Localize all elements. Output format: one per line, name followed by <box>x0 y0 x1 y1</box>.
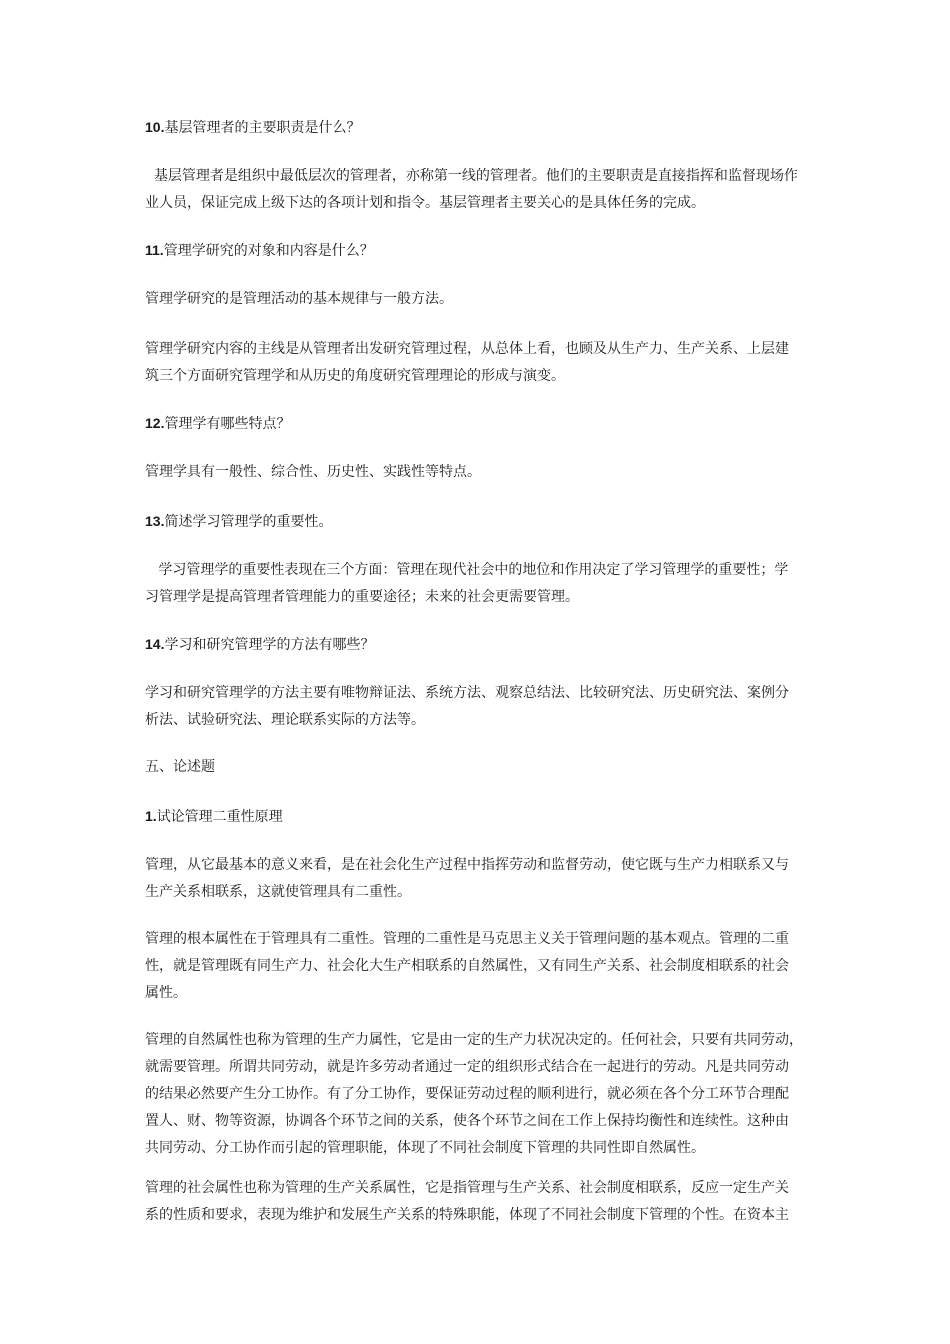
line-text: 系的性质和要求，表现为维护和发展生产关系的特殊职能，体现了不同社会制度下管理的个性。在资本主 <box>145 1207 789 1223</box>
line-text: 的结果必然要产生分工协作。有了分工协作，要保证劳动过程的顺利进行，就必须在各个分工环节合理配 <box>145 1086 789 1102</box>
line-text: 性，就是管理既有同生产力、社会化大生产相联系的自然属性，又有同生产关系、社会制度相联系的社会 <box>145 958 789 974</box>
question-number: 14. <box>145 636 165 652</box>
question-heading <box>145 508 810 536</box>
text-line <box>145 680 810 707</box>
text-line <box>145 1054 810 1081</box>
text-line <box>145 879 810 906</box>
line-text: 生产关系相联系，这就使管理具有二重性。 <box>145 884 411 900</box>
line-text: 学习管理学的重要性表现在三个方面：管理在现代社会中的地位和作用决定了学习管理学的重要性；学 <box>145 562 789 578</box>
text-line <box>145 1108 810 1135</box>
text-line <box>145 114 810 142</box>
line-text: 管理学研究的对象和内容是什么？ <box>163 243 374 259</box>
body-paragraph <box>145 852 810 906</box>
line-text: 管理，从它最基本的意义来看，是在社会化生产过程中指挥劳动和监督劳动，使它既与生产力相联系又与 <box>145 857 789 873</box>
text-line <box>145 584 810 611</box>
line-text: 学习和研究管理学的方法主要有唯物辩证法、系统方法、观察总结法、比较研究法、历史研究法、案例分 <box>145 685 789 701</box>
text-line <box>145 163 810 190</box>
text-line <box>145 1175 810 1202</box>
question-heading <box>145 410 810 438</box>
question-heading <box>145 803 810 831</box>
text-line <box>145 1081 810 1108</box>
text-line <box>145 953 810 980</box>
text-line <box>145 190 810 217</box>
text-line <box>145 557 810 584</box>
text-line <box>145 1027 810 1054</box>
section-heading <box>145 754 810 781</box>
text-line <box>145 707 810 734</box>
line-text: 管理学有哪些特点？ <box>164 416 291 432</box>
text-line <box>145 980 810 1007</box>
line-text: 管理的自然属性也称为管理的生产力属性，它是由一定的生产力状况决定的。任何社会，只要有共同劳动， <box>145 1032 803 1048</box>
question-number: 1. <box>145 808 157 824</box>
text-line <box>145 631 810 659</box>
body-paragraph <box>145 557 810 611</box>
line-text: 管理学具有一般性、综合性、历史性、实践性等特点。 <box>145 464 481 480</box>
text-line <box>145 852 810 879</box>
question-number: 11. <box>145 242 164 258</box>
body-paragraph <box>145 1027 810 1162</box>
body-paragraph <box>145 1175 810 1229</box>
line-text: 属性。 <box>145 985 187 1001</box>
body-paragraph <box>145 286 810 313</box>
body-paragraph <box>145 680 810 734</box>
question-heading <box>145 114 810 142</box>
line-text: 学习和研究管理学的方法有哪些？ <box>164 637 375 653</box>
line-text: 筑三个方面研究管理学和从历史的角度研究管理理论的形成与演变。 <box>145 368 565 384</box>
line-text: 共同劳动、分工协作而引起的管理职能，体现了不同社会制度下管理的共同性即自然属性。 <box>145 1140 705 1156</box>
line-text: 业人员，保证完成上级下达的各项计划和指令。基层管理者主要关心的是具体任务的完成。 <box>145 195 705 211</box>
body-paragraph <box>145 336 810 390</box>
text-line <box>145 237 810 265</box>
line-text: 基层管理者的主要职责是什么？ <box>164 120 361 136</box>
line-text: 析法、试验研究法、理论联系实际的方法等。 <box>145 712 425 728</box>
text-line <box>145 363 810 390</box>
text-line <box>145 459 810 486</box>
line-text: 置人、财、物等资源，协调各个环节之间的关系，使各个环节之间在工作上保持均衡性和连续性。这种由 <box>145 1113 789 1129</box>
line-text: 管理的社会属性也称为管理的生产关系属性，它是指管理与生产关系、社会制度相联系，反应一定生产关 <box>145 1180 789 1196</box>
text-line <box>145 1202 810 1229</box>
text-line <box>145 336 810 363</box>
question-heading <box>145 631 810 659</box>
line-text: 管理学研究的是管理活动的基本规律与一般方法。 <box>145 291 453 307</box>
text-line <box>145 410 810 438</box>
line-text: 基层管理者是组织中最低层次的管理者，亦称第一线的管理者。他们的主要职责是直接指挥和监督现场作 <box>145 168 798 184</box>
question-number: 13. <box>145 513 165 529</box>
text-line <box>145 508 810 536</box>
line-text: 试论管理二重性原理 <box>156 809 283 825</box>
line-text: 管理的根本属性在于管理具有二重性。管理的二重性是马克思主义关于管理问题的基本观点。管理的二重 <box>145 931 789 947</box>
body-paragraph <box>145 926 810 1007</box>
line-text: 管理学研究内容的主线是从管理者出发研究管理过程，从总体上看，也顾及从生产力、生产关系、上层建 <box>145 341 789 357</box>
line-text: 简述学习管理学的重要性。 <box>164 514 333 530</box>
text-line <box>145 754 810 781</box>
body-paragraph <box>145 459 810 486</box>
text-line <box>145 803 810 831</box>
text-line <box>145 926 810 953</box>
body-paragraph <box>145 163 810 217</box>
text-line <box>145 1135 810 1162</box>
line-text: 就需要管理。所谓共同劳动，就是许多劳动者通过一定的组织形式结合在一起进行的劳动。凡是共同劳动 <box>145 1059 789 1075</box>
line-text: 习管理学是提高管理者管理能力的重要途径；未来的社会更需要管理。 <box>145 589 579 605</box>
line-text: 五、论述题 <box>145 759 215 775</box>
question-number: 10. <box>145 119 165 135</box>
question-number: 12. <box>145 415 165 431</box>
question-heading <box>145 237 810 265</box>
text-line <box>145 286 810 313</box>
